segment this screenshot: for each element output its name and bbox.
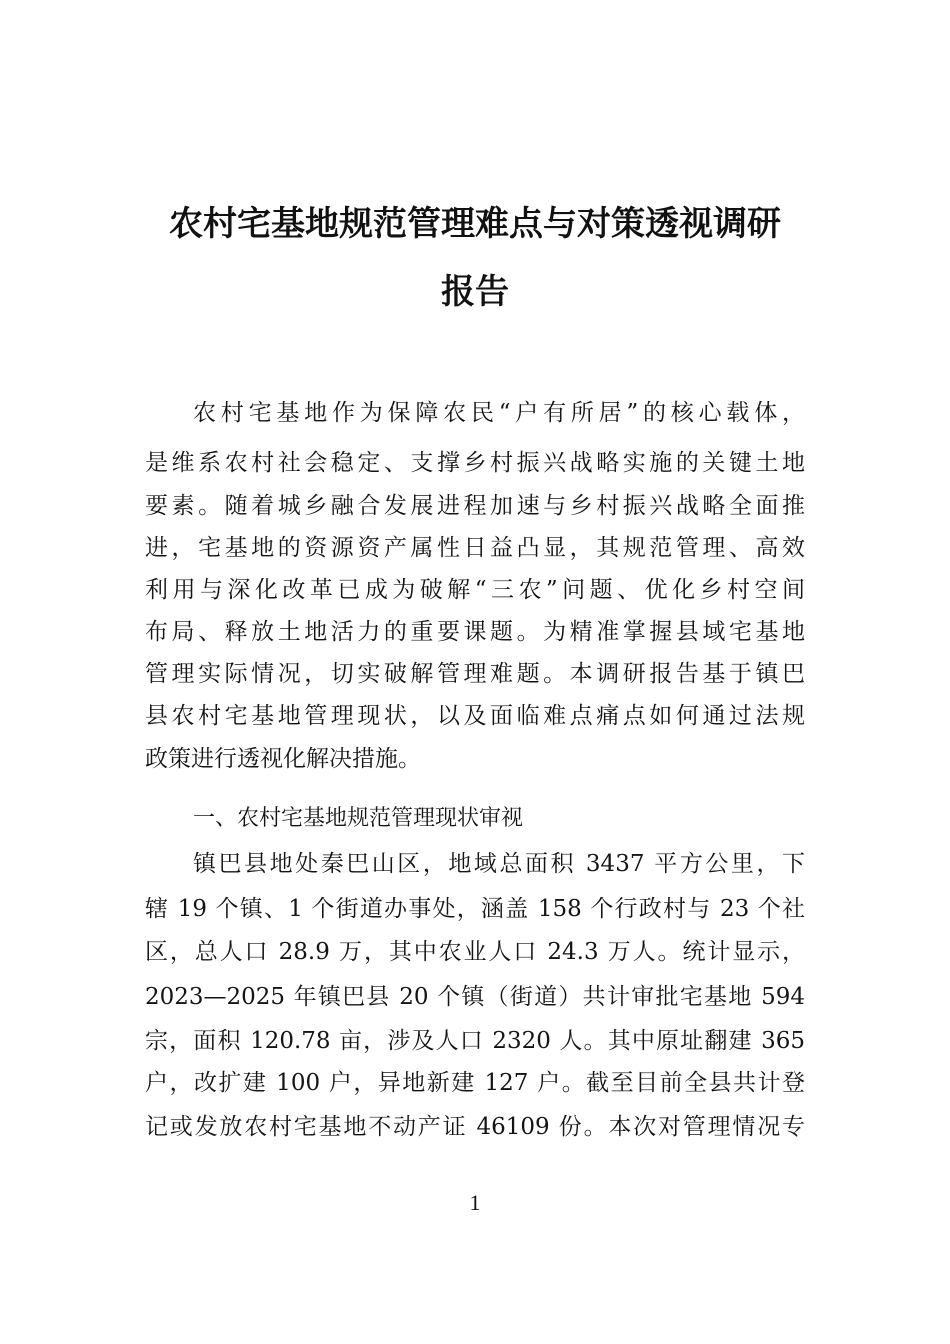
intro-line: 农村宅基地作为保障农民“户有所居”的核心载体， — [193, 400, 805, 426]
intro-line: 政策进行透视化解决措施。 — [145, 746, 421, 772]
body-line: 2023—2025 年镇巴县 20 个镇（街道）共计审批宅基地 594 — [145, 984, 805, 1010]
page-number: 1 — [469, 1190, 481, 1215]
document-title-line-1: 农村宅基地规范管理难点与对策透视调研 — [169, 204, 781, 244]
body-line: 户，改扩建 100 户，异地新建 127 户。截至目前全县共计登 — [145, 1070, 805, 1096]
intro-line: 利用与深化改革已成为破解“三农”问题、优化乡村空间 — [145, 577, 805, 603]
document-title-line-2: 报告 — [441, 272, 509, 312]
body-line: 镇巴县地处秦巴山区，地域总面积 3437 平方公里，下 — [193, 851, 805, 877]
body-line: 宗，面积 120.78 亩，涉及人口 2320 人。其中原址翻建 365 — [145, 1028, 805, 1054]
intro-line: 管理实际情况，切实破解管理难题。本调研报告基于镇巴 — [145, 661, 805, 687]
intro-line: 进，宅基地的资源资产属性日益凸显，其规范管理、高效 — [145, 535, 805, 561]
section-heading: 一、农村宅基地规范管理现状审视 — [193, 806, 524, 831]
body-line: 记或发放农村宅基地不动产证 46109 份。本次对管理情况专 — [145, 1114, 805, 1140]
intro-line: 布局、释放土地活力的重要课题。为精准掌握县域宅基地 — [145, 619, 805, 645]
body-line: 辖 19 个镇、1 个街道办事处，涵盖 158 个行政村与 23 个社 — [145, 896, 805, 922]
intro-line: 县农村宅基地管理现状，以及面临难点痛点如何通过法规 — [145, 703, 805, 729]
body-line: 区，总人口 28.9 万，其中农业人口 24.3 万人。统计显示， — [145, 939, 805, 965]
intro-line: 要素。随着城乡融合发展进程加速与乡村振兴战略全面推 — [145, 493, 805, 519]
intro-line: 是维系农村社会稳定、支撑乡村振兴战略实施的关键土地 — [145, 450, 805, 476]
